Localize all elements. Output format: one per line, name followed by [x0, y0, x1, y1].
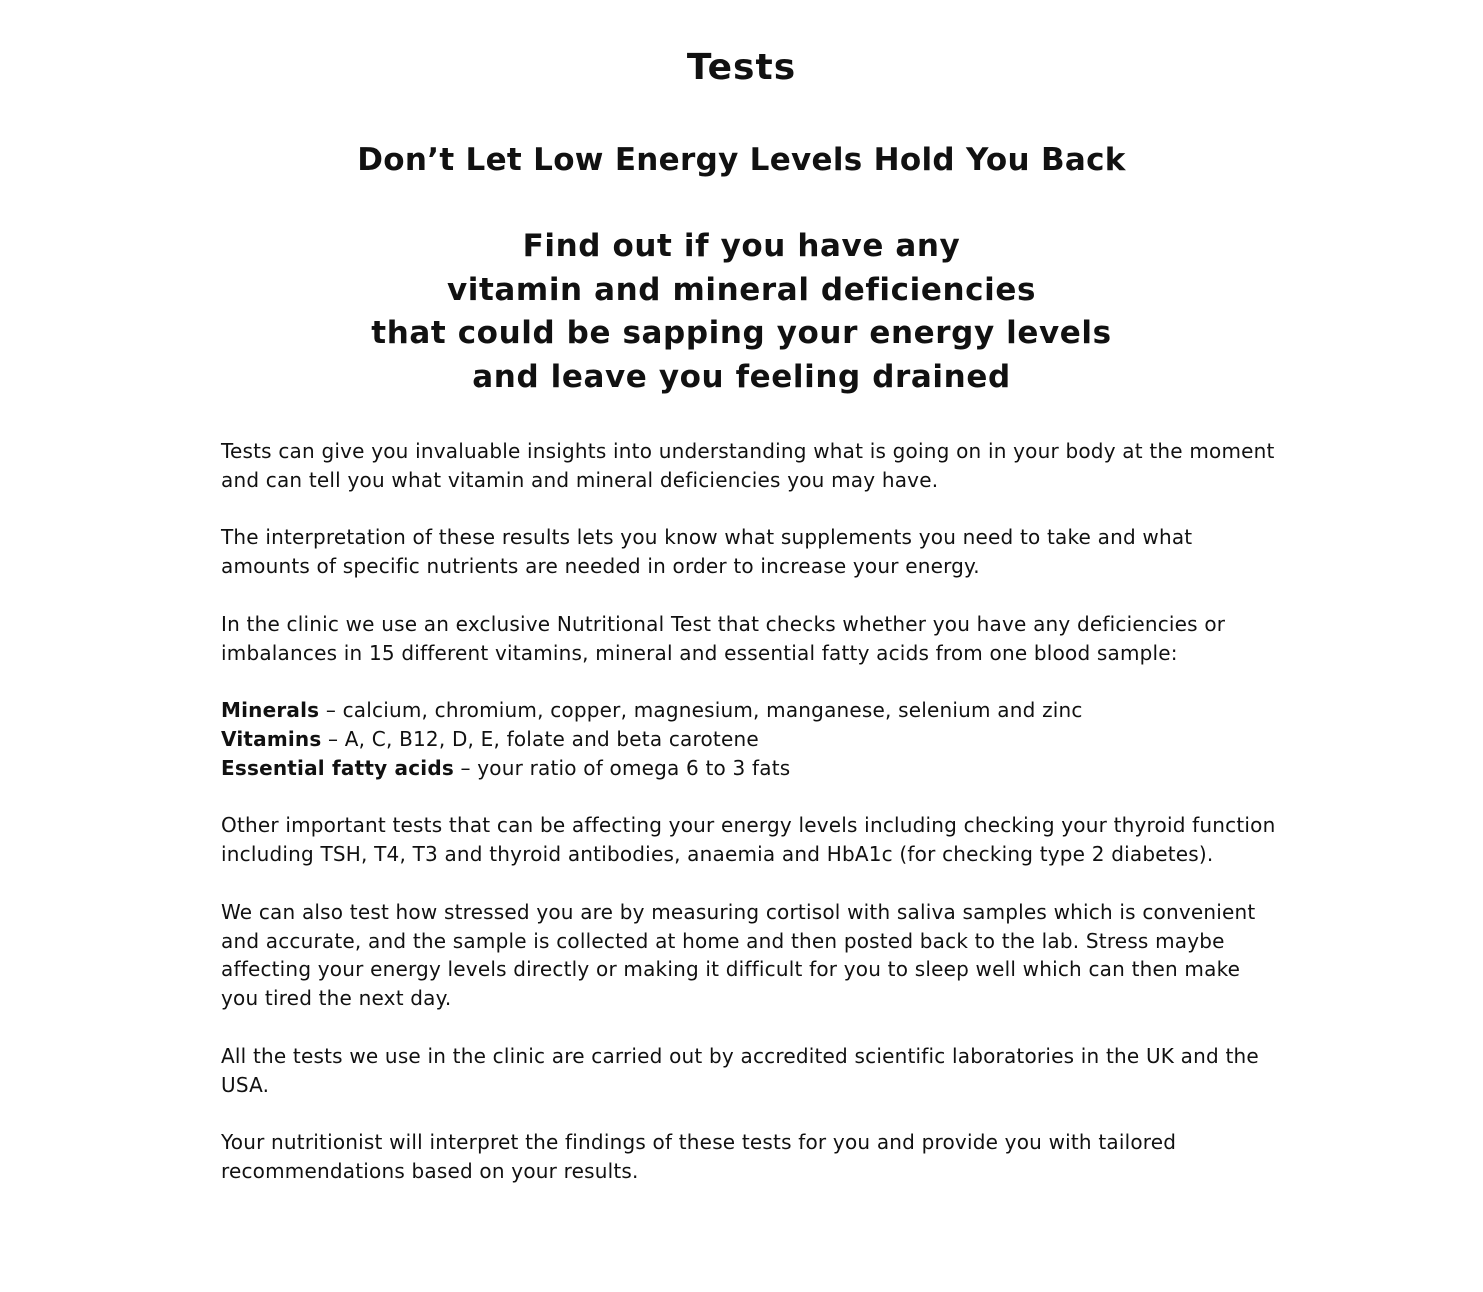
nutrient-detail: – your ratio of omega 6 to 3 fats [453, 755, 791, 780]
nutrient-row-minerals [221, 696, 1281, 725]
nutrient-row-vitamins [221, 725, 1281, 754]
tagline-line: that could be sapping your energy levels [371, 315, 1112, 351]
paragraph-nutritional-test: In the clinic we use an exclusive Nutritional Test that checks whether you have any deficiencies or imbalances in 15 different vitamins, mineral and essential fatty acids from one blood sample: [221, 611, 1226, 665]
paragraph-intro: Tests can give you invaluable insights into understanding what is going on in your body at the moment and can tell you what vitamin and mineral deficiencies you may have. [221, 439, 1275, 492]
nutrient-name: Essential fatty acids [221, 755, 454, 780]
nutrient-list [221, 696, 1281, 782]
nutrient-name: Vitamins [221, 726, 322, 751]
nutrient-detail: – A, C, B12, D, E, folate and beta carotene [321, 726, 759, 751]
paragraph-other-tests: Other important tests that can be affecting your energy levels including checking your thyroid function including TSH, T4, T3 and thyroid antibodies, anaemia and HbA1c (for checking type 2 diabetes). [221, 813, 1276, 867]
page-title: Tests [686, 47, 797, 88]
page-subtitle: Don’t Let Low Energy Levels Hold You Back [357, 142, 1126, 178]
nutrient-name: Minerals [221, 698, 320, 723]
tagline [0, 225, 1483, 399]
paragraph-interpretation: The interpretation of these results lets you know what supplements you need to take and what amounts of specific nutrients are needed in order to increase your energy. [221, 525, 1193, 579]
tagline-line: Find out if you have any [522, 228, 961, 264]
nutrient-row-fatty-acids [221, 754, 1281, 783]
paragraph-laboratories: All the tests we use in the clinic are carried out by accredited scientific laboratories in the UK and the USA. [221, 1043, 1259, 1097]
tagline-line: vitamin and mineral deficiencies [446, 271, 1037, 308]
body-content [221, 437, 1281, 1215]
tagline-line: and leave you feeling drained [472, 358, 1011, 395]
nutrient-detail: – calcium, chromium, copper, magnesium, manganese, selenium and zinc [319, 698, 1083, 723]
paragraph-recommendations: Your nutritionist will interpret the findings of these tests for you and provide you with tailored recommendations based on your results. [221, 1130, 1177, 1183]
paragraph-stress-test: We can also test how stressed you are by measuring cortisol with saliva samples which is convenient and accurate, and the sample is collected at home and then posted back to the lab. Stress maybe affecting your energy levels directly or making it difficult for you to sleep well which can then make you tired the next day. [221, 899, 1256, 1011]
